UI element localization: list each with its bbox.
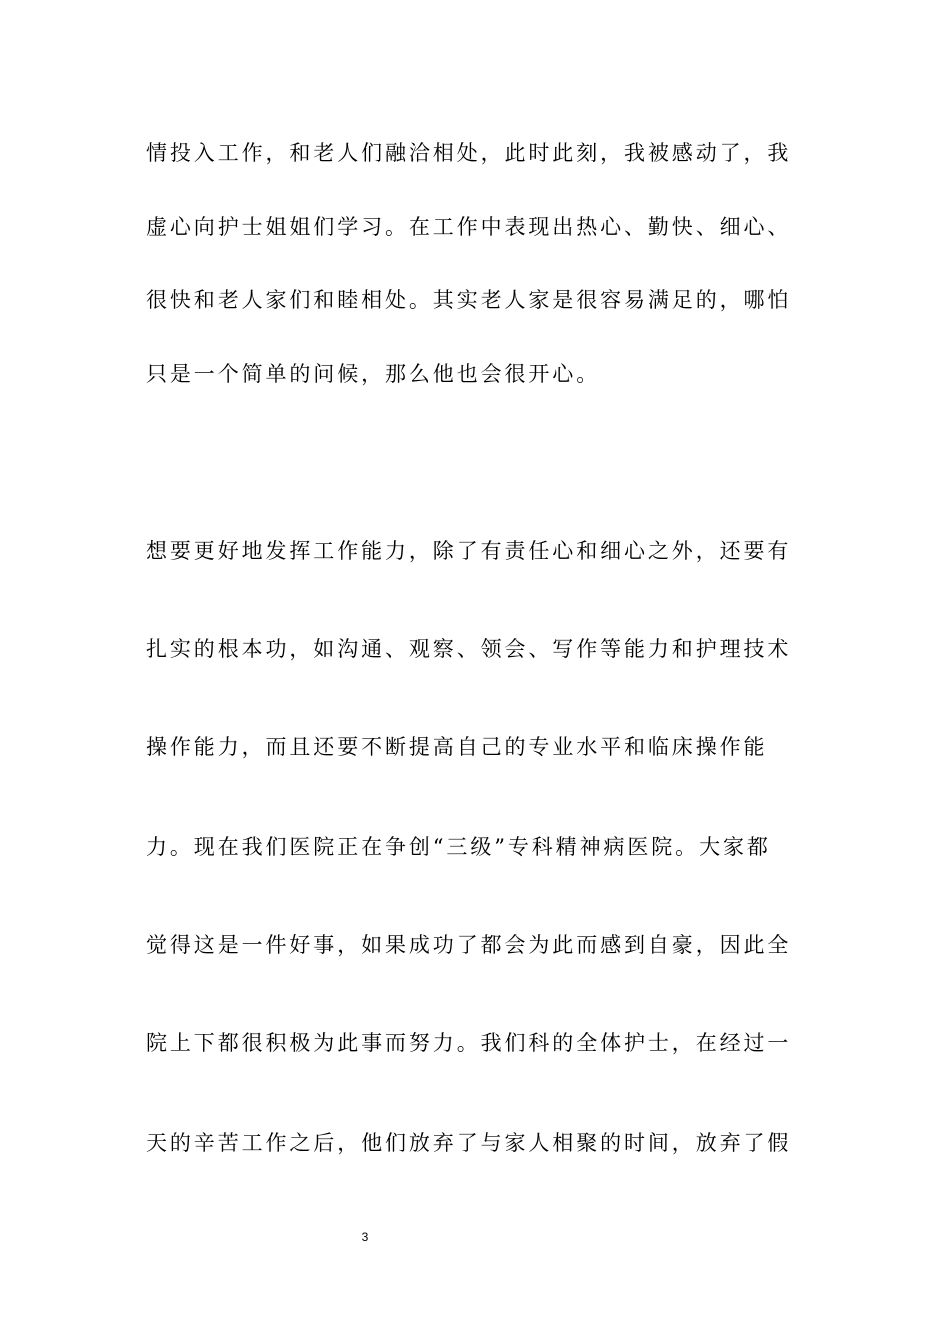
text-line-8: 力。现在我们医院正在争创“三级”专科精神病医院。大家都 [146, 835, 771, 859]
page-number: 3 [361, 1230, 369, 1244]
text-line-3: 很快和老人家们和睦相处。其实老人家是很容易满足的，哪怕 [146, 288, 792, 312]
text-line-6: 扎实的根本功，如沟通、观察、领会、写作等能力和护理技术 [146, 637, 792, 661]
text-line-5: 想要更好地发挥工作能力，除了有责任心和细心之外，还要有 [146, 539, 792, 563]
text-line-2: 虚心向护士姐姐们学习。在工作中表现出热心、勤快、细心、 [146, 215, 792, 239]
text-line-9: 觉得这是一件好事，如果成功了都会为此而感到自豪，因此全 [146, 933, 792, 957]
text-line-1: 情投入工作，和老人们融洽相处，此时此刻，我被感动了，我 [146, 141, 792, 165]
text-line-4: 只是一个简单的问候，那么他也会很开心。 [146, 362, 601, 386]
text-line-11: 天的辛苦工作之后，他们放弃了与家人相聚的时间，放弃了假 [146, 1131, 792, 1155]
text-line-7: 操作能力，而且还要不断提高自己的专业水平和临床操作能 [146, 735, 768, 759]
text-line-10: 院上下都很积极为此事而努力。我们科的全体护士，在经过一 [146, 1031, 792, 1055]
